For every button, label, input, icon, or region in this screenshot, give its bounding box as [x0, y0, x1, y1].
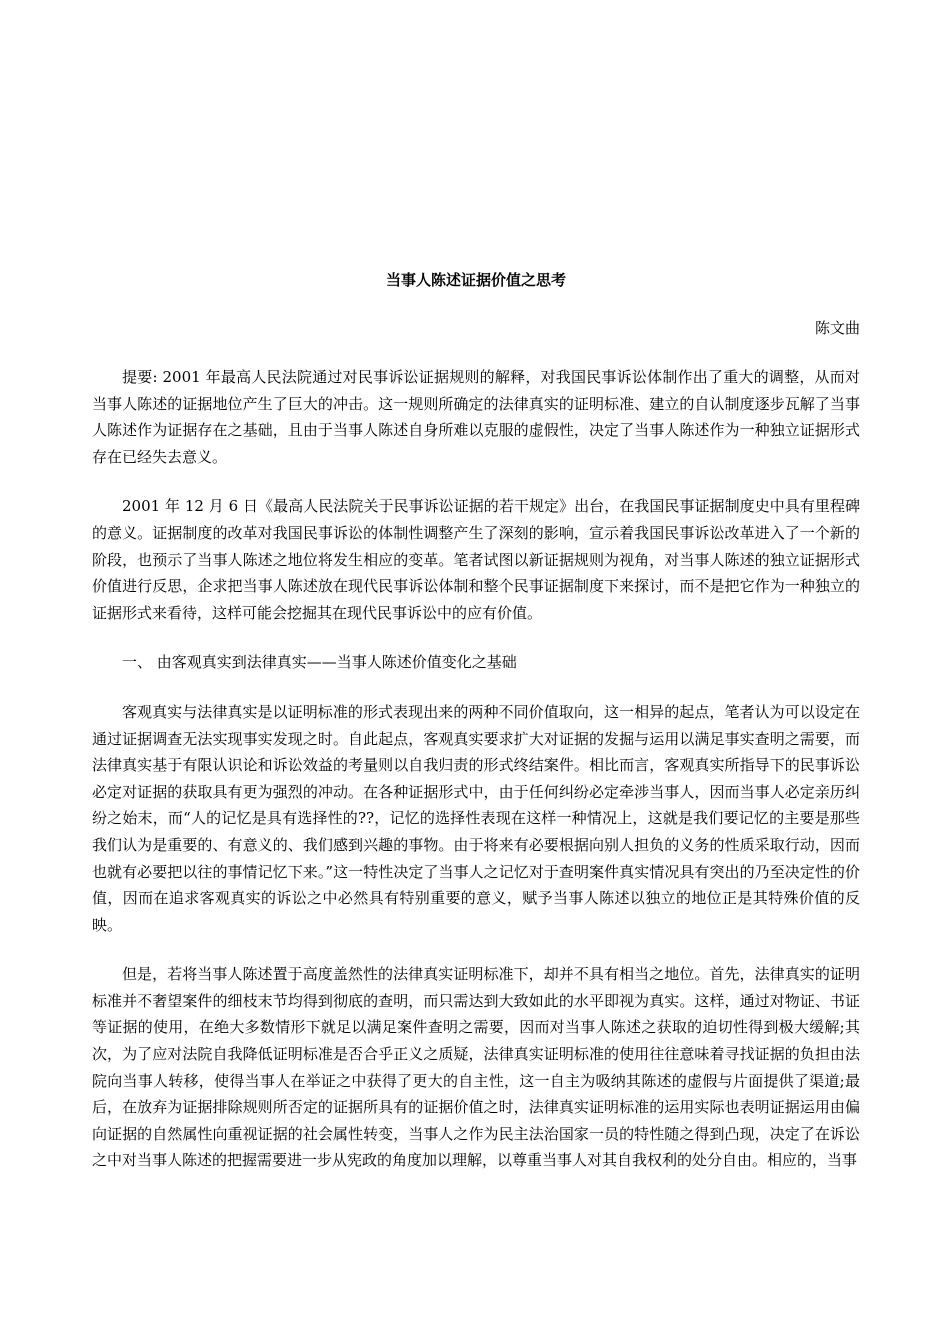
document-page: [92, 268, 860, 1197]
body-paragraph-2: 但是，若将当事人陈述置于高度盖然性的法律真实证明标准下，却并不具有相当之地位。首先，法律真实的证明标准并不奢望案件的细枝末节均得到彻底的查明，而只需达到大致如此的水平即视为真实。这样，通过对物证、书证等证据的使用，在绝大多数情形下就足以满足案件查明之需要，因而对当事人陈述之获取的迫切性得到极大缓解;其次，为了应对法院自我降低证明标准是否合乎正义之质疑，法律真实证明标准的使用往往意味着寻找证据的负担由法院向当事人转移，使得当事人在举证之中获得了更大的自主性，这一自主为吸纳其陈述的虚假与片面提供了渠道;最后，在放弃为证据排除规则所否定的证据所具有的证据价值之时，法律真实证明标准的运用实际也表明证据运用由偏向证据的自然属性向重视证据的社会属性转变，当事人之作为民主法治国家一员的特性随之得到凸现，决定了在诉讼之中对当事人陈述的把握需要进一步从宪政的角度加以理解，以尊重当事人对其自我权利的处分自由。相应的，当事: [92, 965, 860, 1170]
body-paragraph-1: 客观真实与法律真实是以证明标准的形式表现出来的两种不同价值取向，这一相异的起点，笔者认为可以设定在通过证据调查无法实现事实发现之时。自此起点，客观真实要求扩大对证据的发掘与运用以满足事实查明之需要，而法律真实基于有限认识论和诉讼效益的考量则以自我归责的形式终结案件。相比而言，客观真实所指导下的民事诉讼必定对证据的获取具有更为强烈的冲动。在各种证据形式中，由于任何纠纷必定牵涉当事人，因而当事人必定亲历纠纷之始末，而“人的记忆是具有选择性的??，记忆的选择性表现在这样一种情况上，这就是我们要记忆的主要是那些我们认为是重要的、有意义的、我们感到兴趣的事物。由于将来有必要根据向别人担负的义务的性质采取行动，因而也就有必要把以往的事情记忆下来。”这一特性决定了当事人之记忆对于查明案件真实情况具有突出的乃至决定性的价值，因而在追求客观真实的诉讼之中必然具有特别重要的意义，赋予当事人陈述以独立的地位正是其特殊价值的反映。: [92, 702, 860, 934]
abstract-paragraph: 提要: 2001 年最高人民法院通过对民事诉讼证据规则的解释，对我国民事诉讼体制作出了重大的调整，从而对当事人陈述的证据地位产生了巨大的冲击。这一规则所确定的法律真实的证明标准、建立的自认制度逐步瓦解了当事人陈述作为证据存在之基础，且由于当事人陈述自身所难以克服的虚假性，决定了当事人陈述作为一种独立证据形式存在已经失去意义。: [92, 368, 860, 466]
article-title: 当事人陈述证据价值之思考: [385, 271, 566, 289]
section-heading: 一、 由客观真实到法律真实——当事人陈述价值变化之基础: [122, 653, 517, 672]
article-author: 陈文曲: [814, 319, 860, 337]
intro-paragraph: 2001 年 12 月 6 日《最高人民法院关于民事诉讼证据的若干规定》出台，在我国民事证据制度史中具有里程碑的意义。证据制度的改革对我国民事诉讼的体制性调整产生了深刻的影响，宣示着我国民事诉讼改革进入了一个新的阶段，也预示了当事人陈述之地位将发生相应的变革。笔者试图以新证据规则为视角，对当事人陈述的独立证据形式价值进行反思，企求把当事人陈述放在现代民事诉讼体制和整个民事证据制度下来探讨，而不是把它作为一种独立的证据形式来看待，这样可能会挖掘其在现代民事诉讼中的应有价值。: [92, 497, 860, 622]
